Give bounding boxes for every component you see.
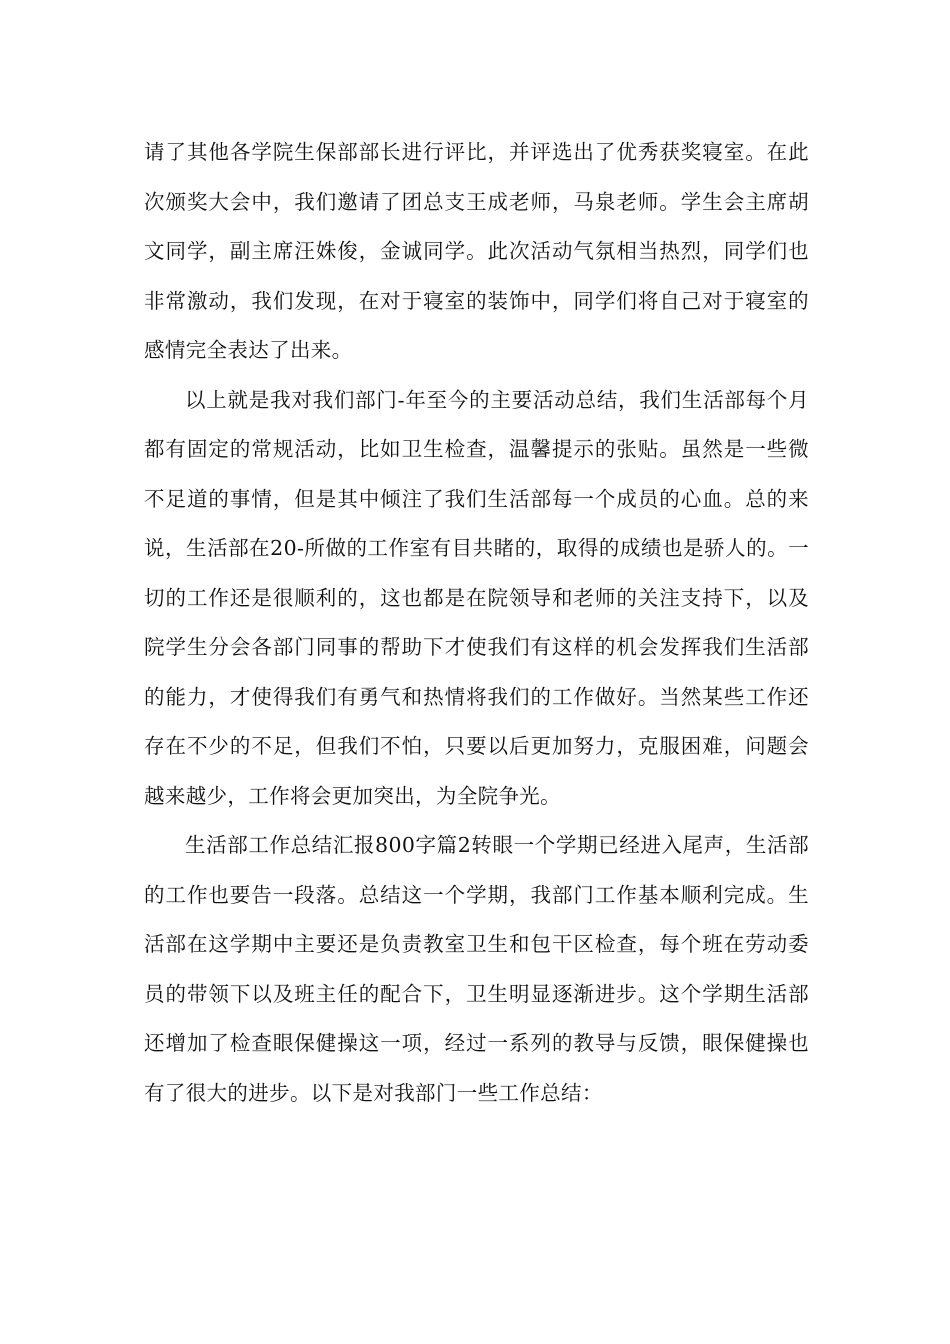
document-body — [144, 128, 809, 1118]
paragraph-2: 以上就是我对我们部门-年至今的主要活动总结，我们生活部每个月都有固定的常规活动，比如卫生检查，温馨提示的张贴。虽然是一些微不足道的事情，但是其中倾注了我们生活部每一个成员的心血。总的来说，生活部在20-所做的工作室有目共睹的，取得的成绩也是骄人的。一切的工作还是很顺利的，这也都是在院领导和老师的关注支持下，以及院学生分会各部门同事的帮助下才使我们有这样的机会发挥我们生活部的能力，才使得我们有勇气和热情将我们的工作做好。当然某些工作还存在不少的不足，但我们不怕，只要以后更加努力，克服困难，问题会越来越少，工作将会更加突出，为全院争光。 — [144, 387, 809, 808]
paragraph-1: 请了其他各学院生保部部长进行评比，并评选出了优秀获奖寝室。在此次颁奖大会中，我们邀请了团总支王成老师，马泉老师。学生会主席胡文同学，副主席汪姝俊，金诚同学。此次活动气氛相当热烈，同学们也非常激动，我们发现，在对于寝室的装饰中，同学们将自己对于寝室的感情完全表达了出来。 — [144, 140, 809, 362]
paragraph-3: 生活部工作总结汇报800字篇2转眼一个学期已经进入尾声，生活部的工作也要告一段落。总结这一个学期，我部门工作基本顺利完成。生活部在这学期中主要还是负责教室卫生和包干区检查，每个班在劳动委员的带领下以及班主任的配合下，卫生明显逐渐进步。这个学期生活部还增加了检查眼保健操这一项，经过一系列的教导与反馈，眼保健操也有了很大的进步。以下是对我部门一些工作总结： — [144, 833, 809, 1105]
